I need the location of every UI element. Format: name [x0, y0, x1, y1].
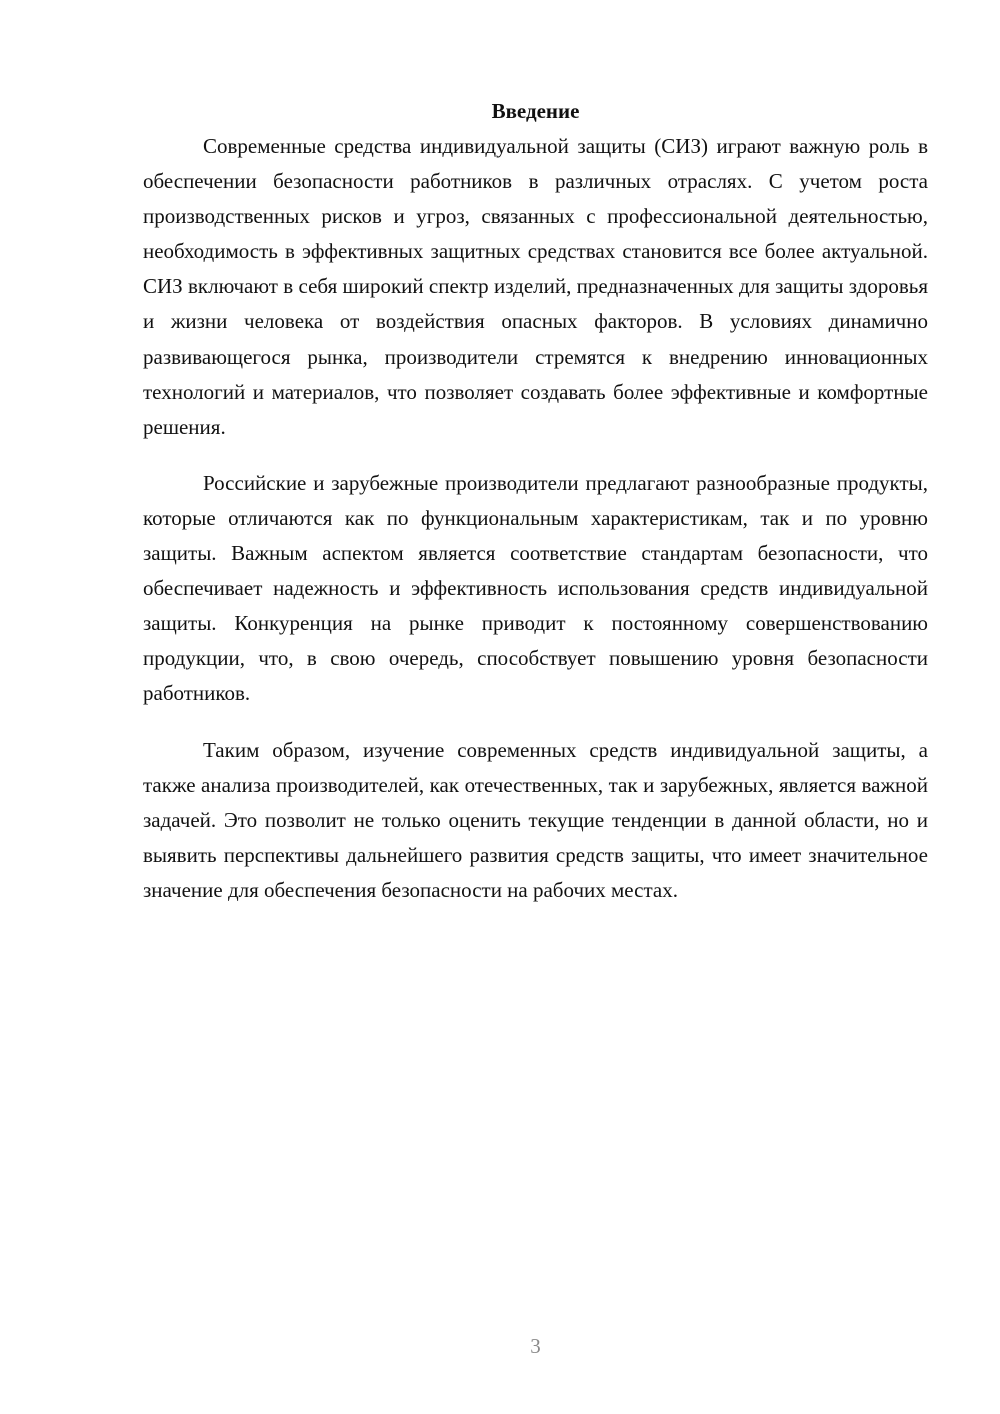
section-title: Введение [491, 99, 580, 123]
page-content [143, 94, 928, 908]
paragraph-manufacturers: Российские и зарубежные производители предлагают разнообразные продукты, которые отличаются как по функциональным характеристикам, так и по уровню защиты. Важным аспектом является соответствие стандартам безопасности, что обеспечивает надежность и эффективность использования средств индивидуальной защиты. Конкуренция на рынке приводит к постоянному совершенствованию продукции, что, в свою очередь, способствует повышению уровня безопасности работников. [143, 470, 928, 706]
page-number: 3 [530, 1334, 541, 1358]
paragraph-conclusion: Таким образом, изучение современных средств индивидуальной защиты, а также анализа производителей, как отечественных, так и зарубежных, является важной задачей. Это позволит не только оценить текущие тенденции в данной области, но и выявить перспективы дальнейшего развития средств защиты, что имеет значительное значение для обеспечения безопасности на рабочих местах. [143, 737, 928, 902]
paragraph-intro: Современные средства индивидуальной защиты (СИЗ) играют важную роль в обеспечении безопасности работников в различных отраслях. С учетом роста производственных рисков и угроз, связанных с профессиональной деятельностью, необходимость в эффективных защитных средствах становится все более актуальной. СИЗ включают в себя широкий спектр изделий, предназначенных для защиты здоровья и жизни человека от воздействия опасных факторов. В условиях динамично развивающегося рынка, производители стремятся к внедрению инновационных технологий и материалов, что позволяет создавать более эффективные и комфортные решения. [143, 134, 928, 439]
